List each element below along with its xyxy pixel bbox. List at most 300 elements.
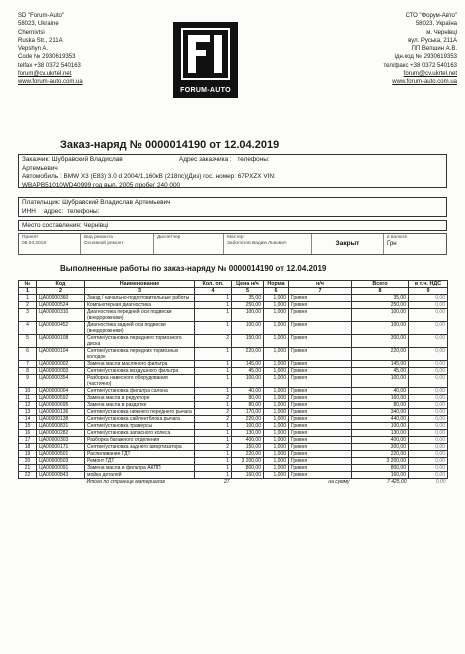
table-row <box>19 309 448 322</box>
row-price: 40,00 <box>232 388 264 395</box>
row-unit: Гривня <box>289 458 352 465</box>
col-number: 6 <box>264 288 289 295</box>
row-total: 3 200,00 <box>352 458 409 465</box>
col-header: в т.ч. НДС <box>409 281 448 288</box>
row-number: 16 <box>19 430 37 437</box>
row-norm: 1,000 <box>264 295 289 302</box>
row-name: Снятие/установка воздушного фильтра <box>85 368 195 375</box>
row-number: 14 <box>19 416 37 423</box>
table-row <box>19 444 448 451</box>
row-number: 4 <box>19 322 37 335</box>
currency-cell <box>384 234 446 254</box>
row-vat: 0,00 <box>409 423 448 430</box>
row-code: ЦА00000104 <box>37 348 85 361</box>
row-unit: Гривня <box>289 335 352 348</box>
row-norm: 1,000 <box>264 409 289 416</box>
row-total: 440,00 <box>352 416 409 423</box>
repair-type-cell <box>81 234 154 254</box>
row-code: ЦА00000004 <box>37 388 85 395</box>
row-number: 12 <box>19 402 37 409</box>
row-code: ЦА00000310 <box>37 309 85 322</box>
row-unit: Гривня <box>289 375 352 388</box>
row-total: 100,00 <box>352 322 409 335</box>
row-qty: 2 <box>195 416 232 423</box>
row-qty: 1 <box>195 302 232 309</box>
row-price: 150,00 <box>232 444 264 451</box>
row-norm: 1,000 <box>264 423 289 430</box>
row-total: 100,00 <box>352 423 409 430</box>
logo-fi-mark-icon <box>181 28 230 80</box>
row-unit: Гривня <box>289 430 352 437</box>
row-norm: 1,000 <box>264 361 289 368</box>
row-norm: 1,000 <box>264 402 289 409</box>
row-price: 220,00 <box>232 348 264 361</box>
row-unit: Гривня <box>289 437 352 444</box>
row-number: 21 <box>19 465 37 472</box>
logo-text: FORUM-AUTO <box>180 87 231 94</box>
row-vat: 0,00 <box>409 388 448 395</box>
payer-phones-label: телефоны: <box>67 207 100 215</box>
col-header: н/ч <box>289 281 352 288</box>
row-unit: Гривня <box>289 295 352 302</box>
header-line: тел/факс +38 0372 540163 <box>383 62 457 69</box>
row-name: Снятие/установка передних тормозных колодок <box>85 348 195 361</box>
row-qty: 1 <box>195 368 232 375</box>
accepted-cell <box>19 234 81 254</box>
row-vat: 0,00 <box>409 335 448 348</box>
header-line: м. Чернівці <box>426 29 457 36</box>
row-number: 3 <box>19 309 37 322</box>
table-colnum-row <box>19 288 448 295</box>
row-norm: 1,000 <box>264 444 289 451</box>
row-vat: 0,00 <box>409 395 448 402</box>
row-code: ЦА00000136 <box>37 409 85 416</box>
row-norm: 1,000 <box>264 458 289 465</box>
row-norm: 1,000 <box>264 368 289 375</box>
row-total: 100,00 <box>352 375 409 388</box>
row-unit: Гривня <box>289 309 352 322</box>
row-name: Замена масла и фильтра АКПП <box>85 465 195 472</box>
row-price: 100,00 <box>232 375 264 388</box>
row-qty: 1 <box>195 472 232 479</box>
row-unit: Гривня <box>289 472 352 479</box>
table-row <box>19 472 448 479</box>
table-row <box>19 451 448 458</box>
row-norm: 1,000 <box>264 465 289 472</box>
row-code: ЦА00000501 <box>37 451 85 458</box>
row-price: 80,00 <box>232 402 264 409</box>
row-qty: 2 <box>195 395 232 402</box>
col-number: 5 <box>232 288 264 295</box>
row-number: 20 <box>19 458 37 465</box>
row-unit: Гривня <box>289 416 352 423</box>
currency-value: Грн <box>387 241 397 247</box>
col-number: 3 <box>85 288 195 295</box>
header-line: Vepshyn A. <box>18 46 49 53</box>
row-qty: 1 <box>195 437 232 444</box>
order-meta-row <box>18 233 447 255</box>
table-row <box>19 361 448 368</box>
header-line: 58023, Ukraine <box>18 21 59 28</box>
website-link[interactable]: www.forum-auto.com.ua <box>18 79 83 86</box>
row-qty: 1 <box>195 309 232 322</box>
row-total: 160,00 <box>352 472 409 479</box>
row-qty: 1 <box>195 375 232 388</box>
accepted-label: Принят <box>22 235 39 240</box>
row-number: 2 <box>19 302 37 309</box>
row-total: 220,00 <box>352 348 409 361</box>
row-price: 3 200,00 <box>232 458 264 465</box>
header-line: СТО "Форум-Авто" <box>405 13 457 19</box>
document-title: Заказ-наряд № 0000014190 от 12.04.2019 <box>60 139 280 151</box>
row-total: 800,00 <box>352 465 409 472</box>
total-qty: 27 <box>223 479 230 485</box>
row-name: Разборка багажного отделения <box>85 437 195 444</box>
customer-box <box>18 154 447 188</box>
col-number: 4 <box>195 288 232 295</box>
row-code: ЦА00000524 <box>37 302 85 309</box>
col-number: 9 <box>409 288 448 295</box>
row-vat: 0,00 <box>409 437 448 444</box>
row-total: 300,00 <box>352 335 409 348</box>
row-price: 145,00 <box>232 361 264 368</box>
table-row <box>19 437 448 444</box>
row-total: 300,00 <box>352 444 409 451</box>
company-header-ukrainian <box>327 12 457 87</box>
row-norm: 1,000 <box>264 348 289 361</box>
total-vat: 0,00 <box>435 479 446 485</box>
total-label: Итого по странице материалов <box>86 479 165 485</box>
row-qty: 1 <box>195 402 232 409</box>
row-price: 800,00 <box>232 465 264 472</box>
row-qty: 1 <box>195 465 232 472</box>
row-unit: Гривня <box>289 322 352 335</box>
payer-inn-label: ИНН <box>22 207 36 215</box>
customer-name: Заказчик: Шубравский Владислав <box>22 156 123 163</box>
row-unit: Гривня <box>289 409 352 416</box>
header-line: ПП Вепшин А.В. <box>411 46 457 53</box>
row-name: Диагностика задней оси подвески (внедорожники) <box>85 322 195 335</box>
col-number: 7 <box>289 288 352 295</box>
row-code: ЦА00000282 <box>37 430 85 437</box>
row-qty: 2 <box>195 409 232 416</box>
row-unit: Гривня <box>289 465 352 472</box>
col-header: № <box>19 281 37 288</box>
row-code: ЦА00000452 <box>37 322 85 335</box>
row-number: 9 <box>19 375 37 388</box>
header-line: ідн.код № 2930619353 <box>394 54 457 61</box>
header-line: Code № 2930619353 <box>18 54 76 61</box>
row-price: 220,00 <box>232 416 264 423</box>
row-unit: Гривня <box>289 395 352 402</box>
row-code: ЦА00000171 <box>37 444 85 451</box>
row-number: 6 <box>19 348 37 361</box>
row-vat: 0,00 <box>409 444 448 451</box>
row-name: мойка деталей <box>85 472 195 479</box>
row-number: 17 <box>19 437 37 444</box>
table-row <box>19 302 448 309</box>
table-total-row <box>19 479 448 486</box>
row-unit: Гривня <box>289 451 352 458</box>
row-code: ЦА00000695 <box>37 402 85 409</box>
table-row <box>19 409 448 416</box>
dispatcher-cell <box>154 234 224 254</box>
row-code: ЦА00000003 <box>37 368 85 375</box>
row-norm: 1,000 <box>264 388 289 395</box>
currency-label: в валюте <box>387 235 408 240</box>
company-header-english <box>18 12 83 87</box>
master-label: Мастер <box>227 235 244 240</box>
row-code: ЦА00000592 <box>37 395 85 402</box>
row-price: 150,00 <box>232 335 264 348</box>
header-line: 58023, Україна <box>415 21 457 28</box>
row-price: 100,00 <box>232 322 264 335</box>
table-row <box>19 402 448 409</box>
row-total: 400,00 <box>352 437 409 444</box>
row-qty: 1 <box>195 430 232 437</box>
row-price: 100,00 <box>232 309 264 322</box>
row-vat: 0,00 <box>409 322 448 335</box>
row-norm: 1,000 <box>264 430 289 437</box>
table-row <box>19 423 448 430</box>
row-price: 35,00 <box>232 295 264 302</box>
place-box <box>18 220 447 231</box>
row-total: 160,00 <box>352 395 409 402</box>
row-vat: 0,00 <box>409 409 448 416</box>
row-number: 5 <box>19 335 37 348</box>
row-total: 80,00 <box>352 402 409 409</box>
row-vat: 0,00 <box>409 368 448 375</box>
row-qty: 1 <box>195 451 232 458</box>
row-number: 1 <box>19 295 37 302</box>
row-price: 400,00 <box>232 437 264 444</box>
row-unit: Гривня <box>289 361 352 368</box>
col-number: 1 <box>19 288 37 295</box>
accepted-date: 08.04.2019 <box>22 241 47 246</box>
customer-address-row <box>179 156 270 165</box>
col-header: Наименование <box>85 281 195 288</box>
row-total: 250,00 <box>352 302 409 309</box>
table-row <box>19 335 448 348</box>
row-norm: 1,000 <box>264 302 289 309</box>
row-unit: Гривня <box>289 388 352 395</box>
row-name: Снятие/установка переднего тормозного диска <box>85 335 195 348</box>
dispatcher-label: Диспетчер <box>157 235 181 240</box>
row-norm: 1,000 <box>264 309 289 322</box>
works-table <box>18 280 448 485</box>
row-norm: 1,000 <box>264 375 289 388</box>
col-header: Код <box>37 281 85 288</box>
row-norm: 1,000 <box>264 395 289 402</box>
row-name: Компьютерная диагностика <box>85 302 195 309</box>
row-name: Снятие/установка фильтра салона <box>85 388 195 395</box>
header-line: telfax +38 0372 540163 <box>18 62 81 69</box>
col-header: Кол. оп. <box>195 281 232 288</box>
header-line: Chernivtsi <box>18 29 45 36</box>
row-qty: 1 <box>195 295 232 302</box>
row-number: 15 <box>19 423 37 430</box>
row-code: ЦА00000108 <box>37 335 85 348</box>
payer-address-label: адрес: <box>43 207 64 215</box>
row-name: Снятие/установка заднего амортизатора <box>85 444 195 451</box>
row-price: 45,00 <box>232 368 264 375</box>
order-status: Закрыт <box>312 234 384 254</box>
row-name: Снятие/установка траверсы <box>85 423 195 430</box>
customer-address-label: Адрес заказчика : <box>179 156 232 163</box>
forum-auto-logo <box>173 22 238 98</box>
works-section-title: Выполненные работы по заказ-наряду № 0000014190 от 12.04.2019 <box>60 264 327 273</box>
row-vat: 0,00 <box>409 465 448 472</box>
header-line: Ruska Str., 211A <box>18 37 63 44</box>
row-vat: 0,00 <box>409 375 448 388</box>
row-number: 13 <box>19 409 37 416</box>
row-name: Снятие/установка сайлентблока рычага <box>85 416 195 423</box>
row-code: ЦА00000303 <box>37 437 85 444</box>
total-sum: 7 425,00 <box>387 479 407 485</box>
row-number: 19 <box>19 451 37 458</box>
row-total: 100,00 <box>352 309 409 322</box>
row-price: 170,00 <box>232 409 264 416</box>
row-code: ЦА00000091 <box>37 465 85 472</box>
row-norm: 1,000 <box>264 416 289 423</box>
header-line: вул. Руська, 211А <box>408 37 457 44</box>
row-code: ЦА00000843 <box>37 472 85 479</box>
car-info-line1: Автомобиль : BMW X3 (E83) 3.0 d 2004/1,160кВ (218пс)(Диз) гос. номер: 67PXZX VIN: <box>22 173 276 181</box>
customer-name-cont: Артемьевич <box>22 164 58 172</box>
col-header: Норма <box>264 281 289 288</box>
row-unit: Гривня <box>289 302 352 309</box>
row-name: Замена масла в редукторе <box>85 395 195 402</box>
row-name: Замена масла в раздатке <box>85 402 195 409</box>
row-vat: 0,00 <box>409 451 448 458</box>
row-price: 250,00 <box>232 302 264 309</box>
row-number: 18 <box>19 444 37 451</box>
row-vat: 0,00 <box>409 402 448 409</box>
master-cell <box>224 234 312 254</box>
row-price: 160,00 <box>232 472 264 479</box>
table-header-row <box>19 281 448 288</box>
row-name: Снятие/установка нижнего переднего рычага <box>85 409 195 416</box>
car-info-line2: WBAPB51010WD40999 год вып. 2005 пробег 240 000 <box>22 181 181 189</box>
table-row <box>19 416 448 423</box>
row-code: ЦА00000831 <box>37 423 85 430</box>
row-price: 80,00 <box>232 395 264 402</box>
row-price: 130,00 <box>232 430 264 437</box>
row-name: Заезд / начально-подготовительные работы <box>85 295 195 302</box>
row-total: 220,00 <box>352 451 409 458</box>
row-code: ЦА00000354 <box>37 375 85 388</box>
row-total: 35,00 <box>352 295 409 302</box>
row-vat: 0,00 <box>409 361 448 368</box>
row-qty: 1 <box>195 388 232 395</box>
col-header: Цена н/ч <box>232 281 264 288</box>
row-price: 100,00 <box>232 423 264 430</box>
payer-box <box>18 197 447 217</box>
row-unit: Гривня <box>289 368 352 375</box>
row-norm: 1,000 <box>264 437 289 444</box>
table-row <box>19 348 448 361</box>
row-vat: 0,00 <box>409 302 448 309</box>
row-total: 145,00 <box>352 361 409 368</box>
website-link[interactable]: www.forum-auto.com.ua <box>392 79 457 86</box>
row-number: 8 <box>19 368 37 375</box>
table-row <box>19 368 448 375</box>
row-vat: 0,00 <box>409 472 448 479</box>
row-unit: Гривня <box>289 348 352 361</box>
row-name: Распиливание ГДТ <box>85 451 195 458</box>
header-line: SD "Forum-Auto" <box>18 13 64 19</box>
col-header: Всего <box>352 281 409 288</box>
table-row <box>19 388 448 395</box>
row-norm: 1,000 <box>264 472 289 479</box>
row-code: ЦА00000360 <box>37 295 85 302</box>
works-table-body <box>19 295 448 479</box>
row-code: ЦА00000002 <box>37 361 85 368</box>
place-of-issue: Место составления: Чернівці <box>22 222 109 229</box>
row-qty: 2 <box>195 444 232 451</box>
email-link[interactable]: forum@cv.ukrtel.net <box>18 71 72 78</box>
repair-type-value: Основной ремонт <box>84 241 124 246</box>
row-norm: 1,000 <box>264 335 289 348</box>
row-number: 11 <box>19 395 37 402</box>
row-name: Разборка навесного оборудования (частично) <box>85 375 195 388</box>
row-total: 40,00 <box>352 388 409 395</box>
col-number: 8 <box>352 288 409 295</box>
repair-type-label: Вид ремонта <box>84 235 113 240</box>
master-value: Заболотов Вадим Львович <box>227 241 287 246</box>
row-qty: 1 <box>195 458 232 465</box>
customer-phones-label: телефоны: <box>237 156 270 163</box>
table-row <box>19 375 448 388</box>
row-number: 10 <box>19 388 37 395</box>
row-qty: 1 <box>195 423 232 430</box>
table-row <box>19 430 448 437</box>
row-vat: 0,00 <box>409 430 448 437</box>
row-code: ЦА00000138 <box>37 416 85 423</box>
row-number: 22 <box>19 472 37 479</box>
table-row <box>19 395 448 402</box>
row-unit: Гривня <box>289 402 352 409</box>
row-qty: 2 <box>195 335 232 348</box>
row-qty: 1 <box>195 348 232 361</box>
row-qty: 1 <box>195 361 232 368</box>
table-row <box>19 458 448 465</box>
row-vat: 0,00 <box>409 416 448 423</box>
payer-name: Плательщик: Шубравский Владислав Артемьевич <box>22 199 171 206</box>
row-unit: Гривня <box>289 423 352 430</box>
row-norm: 1,000 <box>264 451 289 458</box>
row-total: 130,00 <box>352 430 409 437</box>
row-unit: Гривня <box>289 444 352 451</box>
col-number: 2 <box>37 288 85 295</box>
row-price: 220,00 <box>232 451 264 458</box>
row-number: 7 <box>19 361 37 368</box>
row-name: Снятие/установка запасного колеса <box>85 430 195 437</box>
row-total: 45,00 <box>352 368 409 375</box>
row-total: 340,00 <box>352 409 409 416</box>
row-name: Диагностика передней оси подвески (внедорожники) <box>85 309 195 322</box>
row-vat: 0,00 <box>409 295 448 302</box>
email-link[interactable]: forum@cv.ukrtel.net <box>403 71 457 78</box>
row-code: ЦА00000503 <box>37 458 85 465</box>
payer-details-row <box>22 208 443 217</box>
row-vat: 0,00 <box>409 309 448 322</box>
table-row <box>19 465 448 472</box>
row-name: Замена масла масляного фильтра <box>85 361 195 368</box>
row-vat: 0,00 <box>409 348 448 361</box>
row-vat: 0,00 <box>409 458 448 465</box>
row-name: Ремонт ГДТ <box>85 458 195 465</box>
